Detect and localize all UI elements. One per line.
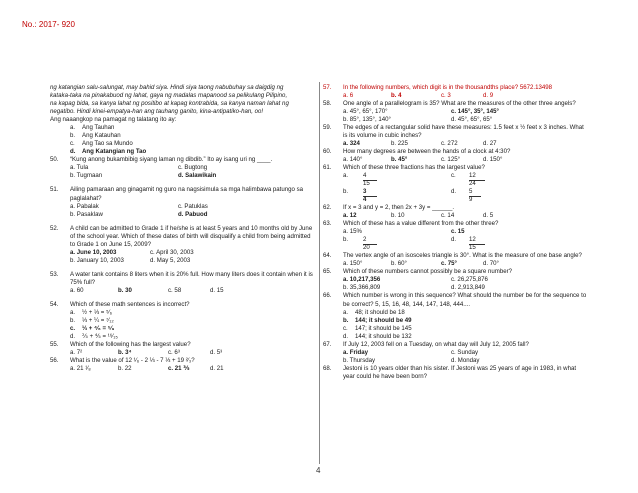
- option-letter: d.: [70, 332, 76, 340]
- question-text: In the following numbers, which digit is in the thousandths place? 5672.13498: [343, 84, 553, 91]
- question-number: 55.: [50, 341, 59, 349]
- q61-option-d-letter: d.: [451, 188, 457, 196]
- question-number: 52.: [50, 224, 59, 232]
- q52-option-b: b. January 10, 2003: [70, 256, 124, 264]
- q62-option-b: b. 10: [391, 212, 405, 220]
- option-text: ⅖ + ⅘ = ¹⁶⁄₁₅: [82, 332, 118, 340]
- passage-line: na kapag bida, sa kanya lahat ng positibo at kapag kontrabida, sa kanya naman lahat ng: [50, 100, 289, 108]
- q59-option-a: a. 324: [343, 140, 360, 148]
- question-number: 66.: [323, 292, 332, 300]
- question-text: Which of these numbers cannot possibly be a square number?: [343, 268, 513, 276]
- q50-option-b: b. Tugmaan: [70, 172, 103, 180]
- q51-option-c: c. Patuklas: [178, 202, 208, 210]
- q53-option-d: d. 15: [210, 286, 224, 294]
- q63-option-c: c. 15: [451, 228, 465, 236]
- question-number: 64.: [323, 252, 332, 260]
- question-65: [323, 268, 608, 276]
- q54-option-a: [50, 309, 318, 317]
- q54-option-d: [50, 333, 318, 341]
- q58-option-b: b. 85°, 135°, 140°: [343, 116, 391, 124]
- question-number: 50.: [50, 156, 59, 164]
- question-51: [50, 186, 318, 194]
- q61-c-denominator: 24: [469, 180, 476, 188]
- question-59: [323, 124, 608, 132]
- q57-option-c: c. 3: [441, 92, 451, 100]
- question-61: [323, 164, 608, 172]
- q55-option-a: a. 7²: [70, 349, 83, 357]
- q51-option-b: b. Pasaklaw: [70, 210, 103, 218]
- option-text: Ang Tao sa Mundo: [82, 140, 133, 148]
- q67-option-c: c. Sunday: [451, 348, 479, 356]
- option-letter: b.: [70, 132, 76, 140]
- question-68: [323, 365, 608, 373]
- q61-a-denominator: 15: [363, 180, 370, 188]
- q50-option-a: a. Tula: [70, 164, 89, 172]
- question-64: [323, 252, 608, 260]
- q55-option-d: d. 5³: [210, 349, 223, 357]
- question-text: What is the value of 12 ¹⁄₆ - 2 ⅓ - 7 ⅓ + 19 ²⁄₃?: [70, 357, 195, 365]
- q66-option-a: [323, 309, 608, 317]
- q59-option-d: d. 27: [483, 140, 497, 148]
- q55-option-b: b. 3⁴: [118, 349, 132, 357]
- option-letter: c.: [70, 140, 75, 148]
- question-number: 61.: [323, 164, 332, 172]
- q67-option-a: a. Friday: [343, 348, 369, 356]
- question-text-cont: 75% full?: [70, 278, 96, 286]
- q67-option-b: b. Thursday: [343, 356, 376, 364]
- q63-option-a: a. 15%: [343, 228, 362, 236]
- question-text: A water tank contains 8 liters when it is 20% full. How many liters does it contain when it is: [70, 270, 313, 278]
- question-number: 53.: [50, 270, 59, 278]
- q52-option-d: d. May 5, 2003: [150, 256, 191, 264]
- q60-option-d: d. 150°: [483, 156, 503, 164]
- question-52: [50, 225, 318, 233]
- question-text: How many degrees are between the hands of a clock at 4:30?: [343, 148, 511, 156]
- q64-option-b: b. 60°: [391, 260, 407, 268]
- q63-option-b-letter: b.: [343, 236, 349, 244]
- q56-option-d: d. 21: [210, 365, 224, 373]
- option-text: Ang Tauhan: [82, 124, 115, 132]
- question-55: [50, 341, 318, 349]
- q61-d-numerator: 5: [469, 188, 481, 197]
- question-number: 51.: [50, 186, 59, 194]
- question-56: [50, 357, 318, 365]
- q62-option-a: a. 12: [343, 212, 357, 220]
- option-text: 144; it should be 132: [355, 332, 412, 340]
- question-text: Which of these has a value different from the other three?: [343, 220, 499, 228]
- q57-option-d: d. 9: [483, 92, 494, 100]
- question-text: If x = 3 and y = 2, then 2x + 3y = ______.: [343, 204, 455, 212]
- question-number: 65.: [323, 268, 332, 276]
- option-text: ½ + ⅓ = ⁵⁄₆: [82, 308, 113, 316]
- question-text-cont: be correct? 5, 15, 16, 48, 144, 147, 148, 444....: [343, 300, 471, 308]
- q58-option-a: a. 45°, 65°, 170°: [343, 108, 388, 116]
- q64-option-d: d. 70°: [483, 260, 499, 268]
- q63-b-denominator: 20: [363, 244, 370, 252]
- q65-option-d: d. 2,913,849: [451, 284, 485, 292]
- option-letter: c.: [343, 324, 348, 332]
- q52-option-c: c. April 30, 2003: [150, 248, 194, 256]
- q65-option-c: c. 26,275,876: [451, 276, 488, 284]
- q61-d-denominator: 9: [469, 196, 473, 204]
- q53-option-a: a. 60: [70, 286, 84, 294]
- q55-option-c: c. 6³: [168, 349, 180, 357]
- q54-option-c: [50, 325, 318, 333]
- question-49-stem: Ang naaangkop na pamagat ng talatang ito ay:: [50, 116, 177, 124]
- q49-option-d: [50, 148, 318, 156]
- q63-d-denominator: 15: [469, 244, 476, 252]
- q61-c-numerator: 12: [469, 172, 485, 181]
- q66-option-d: [323, 333, 608, 341]
- q65-option-b: b. 35,366,809: [343, 284, 381, 292]
- question-text: Which of the following has the largest value?: [70, 341, 191, 349]
- q51-option-d: d. Pabuod: [178, 210, 208, 218]
- q64-option-c: c. 75°: [441, 260, 457, 268]
- document-number: No.: 2017- 920: [22, 20, 75, 29]
- question-text: The vertex angle of an isosceles triangle is 30°. What is the measure of one base angle?: [343, 252, 582, 260]
- q61-option-a-letter: a.: [343, 172, 349, 180]
- q49-option-c: [50, 140, 318, 148]
- q63-option-d-letter: d.: [451, 236, 457, 244]
- option-letter: b.: [343, 316, 349, 324]
- q67-option-d: d. Monday: [451, 356, 480, 364]
- option-letter: c.: [70, 324, 76, 332]
- q54-option-b: [50, 317, 318, 325]
- option-letter: a.: [343, 308, 349, 316]
- q52-option-a: a. June 10, 2003: [70, 248, 117, 256]
- question-text: One angle of a parallelogram is 35? What are the measures of the other three angels?: [343, 100, 576, 108]
- passage-line: ng katangian salu-salungat, may bahid siya. Hindi siya taong nabubuhay sa daigdig ng: [50, 84, 284, 91]
- question-67: [323, 341, 608, 349]
- question-text: “Kung anong bukambibig siyang laman ng dibdib.” Ito ay isang uri ng ____.: [70, 156, 273, 164]
- q61-b-denominator: 4: [363, 196, 367, 204]
- left-column: [50, 84, 318, 373]
- question-text-cont: to Grade 1 on June 15, 2009?: [70, 240, 151, 248]
- passage: [50, 84, 318, 116]
- question-58: [323, 100, 608, 108]
- question-number: 58.: [323, 100, 332, 108]
- question-text: Which of these three fractions has the largest value?: [343, 164, 485, 172]
- question-66: [323, 292, 608, 300]
- option-letter: a.: [70, 308, 76, 316]
- question-number: 59.: [323, 124, 332, 132]
- question-62: [323, 204, 608, 212]
- question-text-cont: paglalahat?: [70, 194, 102, 202]
- question-text-cont: is its volume in cubic inches?: [343, 132, 422, 140]
- question-text-cont: of the school year. Which of these dates of birth will disqualify a child from being admitted: [70, 232, 311, 240]
- q50-option-d: d. Salawikain: [178, 172, 217, 180]
- question-63: [323, 220, 608, 228]
- q65-option-a: a. 10,217,356: [343, 276, 381, 284]
- q61-a-numerator: 4: [363, 172, 377, 181]
- question-text: If July 12, 2003 fell on a Tuesday, on what day will July 12, 2005 fall?: [343, 340, 529, 348]
- q59-option-c: c. 272: [441, 140, 458, 148]
- column-divider: [319, 82, 320, 464]
- question-53: [50, 271, 318, 279]
- q56-option-a: a. 21 ¹⁄₈: [70, 365, 91, 373]
- question-text: Which number is wrong in this sequence? What should the number be for the sequence to: [343, 292, 587, 300]
- option-text: 48; it should be 18: [355, 308, 405, 316]
- q62-option-c: c. 14: [441, 212, 455, 220]
- q60-option-c: c. 125°: [441, 156, 461, 164]
- question-57: [323, 84, 608, 92]
- passage-line: kataka-taka na pinakabuod ng lahat, gaya ng madalas mapanood sa pelikulang Pilipino,: [50, 92, 288, 100]
- q56-option-c: c. 21 ⅗: [168, 365, 190, 373]
- question-number: 54.: [50, 300, 59, 308]
- q57-option-a: a. 6: [343, 92, 354, 100]
- q62-option-d: d. 5: [483, 212, 494, 220]
- q53-option-c: c. 58: [168, 286, 182, 294]
- question-50: [50, 156, 318, 164]
- q49-option-a: [50, 124, 318, 132]
- q53-option-b: b. 30: [118, 286, 132, 294]
- right-column: [323, 84, 608, 381]
- option-text: 144; it should be 49: [355, 316, 412, 324]
- q61-option-c-letter: c.: [451, 172, 456, 180]
- q61-option-b-letter: b.: [343, 188, 349, 196]
- q66-option-c: [323, 325, 608, 333]
- question-54: [50, 301, 318, 309]
- passage-line: negatibo. Hindi kinei-empatya-han ang tauhang ganito, kina-antipatiko-han, oo!: [50, 108, 264, 116]
- option-text: Ang Katangian ng Tao: [82, 148, 147, 156]
- q58-option-d: d. 45°, 65°, 65°: [451, 116, 493, 124]
- option-letter: d.: [343, 332, 349, 340]
- option-text: 147; it should be 145: [355, 324, 412, 332]
- q57-option-b: b. 4: [391, 92, 402, 100]
- option-text: ⅓ + ¼ = ⁷⁄₁₂: [82, 316, 114, 324]
- question-number: 60.: [323, 148, 332, 156]
- question-60: [323, 148, 608, 156]
- q59-option-b: b. 225: [391, 140, 408, 148]
- question-text: Ailing pamaraan ang ginagamit ng guro na nagsisimula sa mga halimbawa patungo sa: [70, 186, 304, 194]
- option-text: ⅓ + ⁴⁄₆ = ⁵⁄₉: [82, 324, 115, 332]
- q61-b-numerator: 3: [363, 188, 377, 197]
- option-letter: d.: [70, 148, 76, 156]
- q51-option-a: a. Pabalak: [70, 202, 99, 210]
- question-text: Which of these math sentences is incorrect?: [70, 300, 190, 308]
- q60-option-a: a. 140°: [343, 156, 363, 164]
- q63-b-numerator: 2: [363, 236, 377, 245]
- page-number: 4: [316, 466, 321, 475]
- q63-d-numerator: 12: [469, 236, 485, 245]
- q56-option-b: b. 22: [118, 365, 132, 373]
- question-number: 62.: [323, 204, 332, 212]
- question-number: 57.: [323, 84, 332, 91]
- question-number: 68.: [323, 364, 332, 372]
- q64-option-a: a. 150°: [343, 260, 363, 268]
- question-text: Jestoni is 10 years older than his sister. If Jestoni was 25 years of age in 1983, in what: [343, 364, 577, 372]
- option-letter: b.: [70, 316, 76, 324]
- option-letter: a.: [70, 124, 76, 132]
- q66-option-b: [323, 317, 608, 325]
- q49-option-b: [50, 132, 318, 140]
- option-text: Ang Katauhan: [82, 132, 121, 140]
- question-number: 63.: [323, 220, 332, 228]
- question-number: 56.: [50, 357, 59, 365]
- question-text: A child can be admitted to Grade 1 if he/she is at least 5 years and 10 months old by June: [70, 224, 313, 232]
- q58-option-c: c. 145°, 35°, 145°: [451, 108, 499, 116]
- question-text-cont: year could he have been born?: [343, 372, 428, 380]
- question-text: The edges of a rectangular solid have these measures: 1.5 feet x ½ feet x 3 inches. What: [343, 124, 584, 132]
- q50-option-c: c. Bugtong: [178, 164, 208, 172]
- question-number: 67.: [323, 340, 332, 348]
- q60-option-b: b. 45°: [391, 156, 408, 164]
